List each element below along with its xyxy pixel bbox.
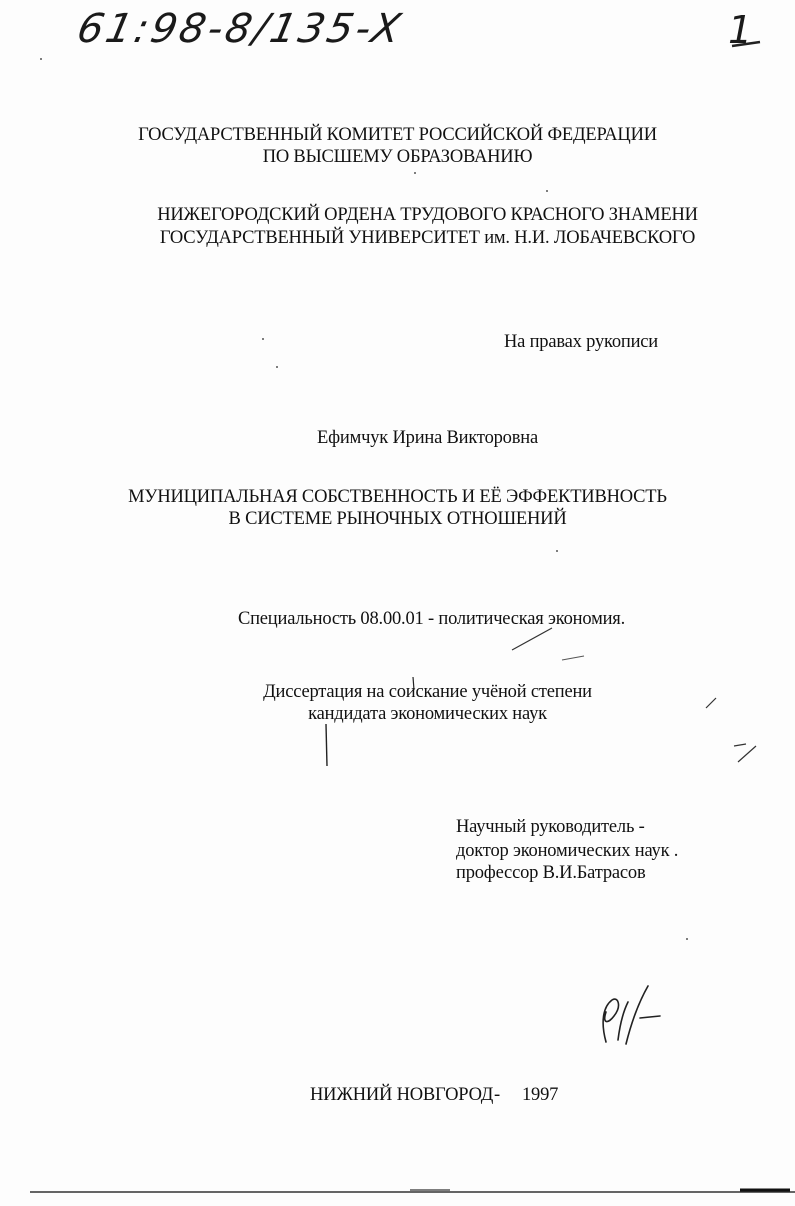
margin-mark-2 [734,744,756,762]
dissertation-title-line2: В СИСТЕМЕ РЫНОЧНЫХ ОТНОШЕНИЙ [228,509,567,529]
signature-icon [603,986,660,1044]
pen-dash-specialty [562,656,584,660]
university-heading-line1: НИЖЕГОРОДСКИЙ ОРДЕНА ТРУДОВОГО КРАСНОГО ЗНАМЕНИ [157,205,698,225]
scan-speck [262,338,264,340]
scan-speck [686,938,688,940]
committee-heading-line2: ПО ВЫСШЕМУ ОБРАЗОВАНИЮ [262,147,533,167]
scan-speck [40,58,42,60]
supervisor-line2: доктор экономических наук . [456,841,679,861]
degree-line1: Диссертация на соискание учёной степени [263,682,592,702]
scan-speck [556,550,558,552]
scan-speck [414,172,416,174]
scan-speck [546,190,548,192]
pen-tick-degree [413,677,414,690]
place-year: 1997 [522,1085,559,1105]
manuscript-note: На правах рукописи [504,332,659,352]
pen-stroke-specialty [512,628,552,650]
committee-heading-line1: ГОСУДАРСТВЕННЫЙ КОМИТЕТ РОССИЙСКОЙ ФЕДЕРАЦИИ [138,125,657,145]
university-heading-line2: ГОСУДАРСТВЕННЫЙ УНИВЕРСИТЕТ им. Н.И. ЛОБАЧЕВСКОГО [159,228,696,248]
supervisor-line1: Научный руководитель - [456,817,645,837]
author-name: Ефимчук Ирина Викторовна [317,428,538,448]
scan-speck [276,366,278,368]
pen-stroke-vertical [326,724,327,766]
place-city: НИЖНИЙ НОВГОРОД [310,1085,494,1105]
dissertation-title-line1: МУНИЦИПАЛЬНАЯ СОБСТВЕННОСТЬ И ЕЁ ЭФФЕКТИВНОСТЬ [128,487,667,507]
margin-mark-1 [706,698,716,708]
handwritten-page-number: 1 [728,8,753,52]
supervisor-line3: профессор В.И.Батрасов [456,863,646,883]
specialty-line: Специальность 08.00.01 - политическая экономия. [237,609,626,629]
handwritten-archive-code: 61:98-8/135-X [73,6,408,52]
degree-line2: кандидата экономических наук [308,704,547,724]
page-number-underline [732,42,760,46]
place-separator: - [494,1085,500,1105]
